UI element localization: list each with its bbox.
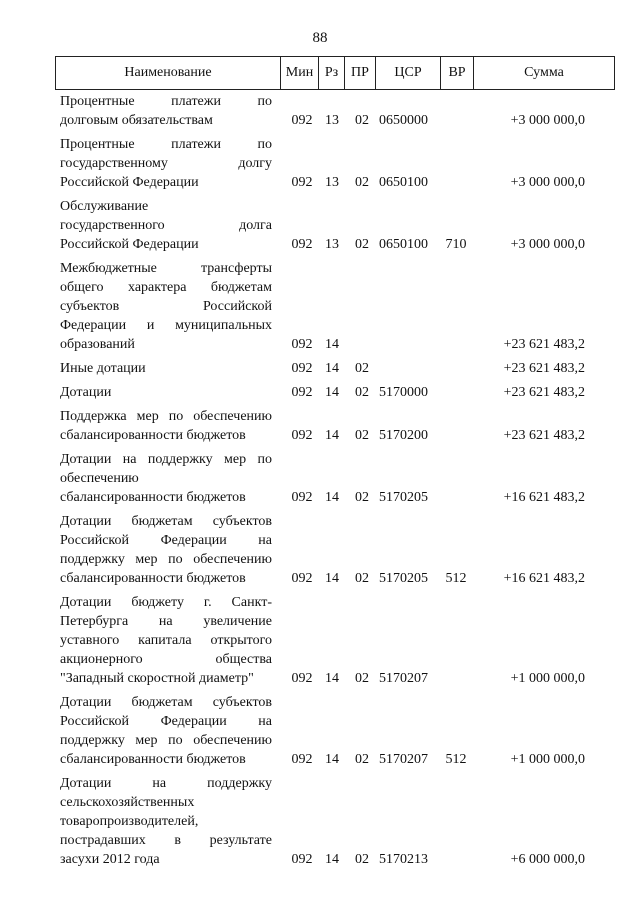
row-name-line: сельскохозяйственных bbox=[60, 795, 195, 810]
row-sum: +1 000 000,0 bbox=[510, 752, 585, 767]
row-pr: 02 bbox=[355, 571, 369, 586]
row-pr: 02 bbox=[355, 361, 369, 376]
row-sum: +1 000 000,0 bbox=[510, 671, 585, 686]
table-row bbox=[0, 693, 640, 774]
row-name-line: государственного долга bbox=[60, 218, 272, 233]
row-min: 092 bbox=[291, 337, 313, 352]
table-row bbox=[0, 383, 640, 407]
row-pr: 02 bbox=[355, 852, 369, 867]
row-name bbox=[60, 383, 272, 402]
row-csr: 0650100 bbox=[379, 175, 428, 190]
row-name-line: Дотации бюджетам субъектов bbox=[60, 695, 272, 710]
row-name bbox=[60, 407, 272, 445]
row-pr: 02 bbox=[355, 428, 369, 443]
header-csr: ЦСР bbox=[375, 57, 440, 89]
row-csr: 5170205 bbox=[379, 490, 428, 505]
row-name bbox=[60, 512, 272, 588]
row-rz: 13 bbox=[325, 175, 339, 190]
row-name-line: Межбюджетные трансферты bbox=[60, 261, 272, 276]
row-name-line: Российской Федерации bbox=[60, 175, 199, 190]
row-name-line: "Западный скоростной диаметр" bbox=[60, 671, 254, 686]
row-pr: 02 bbox=[355, 175, 369, 190]
table-row bbox=[0, 359, 640, 383]
row-rz: 13 bbox=[325, 237, 339, 252]
row-name bbox=[60, 135, 272, 192]
row-name bbox=[60, 693, 272, 769]
row-min: 092 bbox=[291, 571, 313, 586]
row-min: 092 bbox=[291, 490, 313, 505]
row-vr: 512 bbox=[445, 752, 467, 767]
row-csr: 0650100 bbox=[379, 237, 428, 252]
row-rz: 14 bbox=[325, 337, 339, 352]
row-name-line: субъектов Российской bbox=[60, 299, 272, 314]
row-name-line: Дотации на поддержку bbox=[60, 776, 272, 791]
row-rz: 14 bbox=[325, 852, 339, 867]
row-pr: 02 bbox=[355, 490, 369, 505]
row-name-line: пострадавших в результате bbox=[60, 833, 272, 848]
row-name-line: сбалансированности бюджетов bbox=[60, 571, 246, 586]
row-name-line: Дотации бюджетам субъектов bbox=[60, 514, 272, 529]
row-name-line: акционерного общества bbox=[60, 652, 272, 667]
row-name-line: Дотации на поддержку мер по bbox=[60, 452, 272, 467]
row-name-line: общего характера бюджетам bbox=[60, 280, 272, 295]
row-name-line: сбалансированности бюджетов bbox=[60, 428, 246, 443]
row-vr: 710 bbox=[445, 237, 467, 252]
table-row bbox=[0, 92, 640, 135]
header-name: Наименование bbox=[124, 65, 212, 80]
row-name-line: уставного капитала открытого bbox=[60, 633, 272, 648]
row-sum: +23 621 483,2 bbox=[503, 361, 585, 376]
row-rz: 14 bbox=[325, 361, 339, 376]
row-name-line: обеспечению bbox=[60, 471, 139, 486]
row-name-line: образований bbox=[60, 337, 135, 352]
row-csr: 5170000 bbox=[379, 385, 428, 400]
row-min: 092 bbox=[291, 852, 313, 867]
row-name-line: сбалансированности бюджетов bbox=[60, 490, 246, 505]
row-name bbox=[60, 359, 272, 378]
row-name-line: Российской Федерации на bbox=[60, 714, 272, 729]
table-header bbox=[55, 56, 615, 90]
row-name-line: Процентные платежи по bbox=[60, 137, 272, 152]
row-name bbox=[60, 450, 272, 507]
row-min: 092 bbox=[291, 361, 313, 376]
row-name-line: Российской Федерации на bbox=[60, 533, 272, 548]
row-sum: +6 000 000,0 bbox=[510, 852, 585, 867]
row-sum: +3 000 000,0 bbox=[510, 237, 585, 252]
row-name bbox=[60, 197, 272, 254]
row-pr: 02 bbox=[355, 671, 369, 686]
row-sum: +3 000 000,0 bbox=[510, 113, 585, 128]
row-min: 092 bbox=[291, 237, 313, 252]
row-name-line: сбалансированности бюджетов bbox=[60, 752, 246, 767]
table-row bbox=[0, 259, 640, 359]
row-rz: 13 bbox=[325, 113, 339, 128]
row-csr: 5170207 bbox=[379, 671, 428, 686]
row-min: 092 bbox=[291, 385, 313, 400]
header-sum: Сумма bbox=[473, 57, 614, 89]
row-rz: 14 bbox=[325, 752, 339, 767]
row-name-line: Процентные платежи по bbox=[60, 94, 272, 109]
row-vr: 512 bbox=[445, 571, 467, 586]
table-row bbox=[0, 407, 640, 450]
row-name-line: Обслуживание bbox=[60, 199, 149, 214]
row-name bbox=[60, 92, 272, 130]
page-number: 88 bbox=[312, 30, 328, 46]
header-vr: ВР bbox=[440, 57, 473, 89]
header-min: Мин bbox=[280, 57, 318, 89]
row-csr: 5170213 bbox=[379, 852, 428, 867]
row-name-line: Поддержка мер по обеспечению bbox=[60, 409, 272, 424]
row-rz: 14 bbox=[325, 385, 339, 400]
row-name bbox=[60, 774, 272, 869]
table-row bbox=[0, 135, 640, 197]
row-rz: 14 bbox=[325, 428, 339, 443]
row-min: 092 bbox=[291, 175, 313, 190]
row-name bbox=[60, 259, 272, 354]
row-min: 092 bbox=[291, 752, 313, 767]
row-name-line: Российской Федерации bbox=[60, 237, 199, 252]
table-row bbox=[0, 450, 640, 512]
row-name-line: Дотации бюджету г. Санкт- bbox=[60, 595, 272, 610]
row-name-line: поддержку мер по обеспечению bbox=[60, 552, 272, 567]
row-sum: +16 621 483,2 bbox=[503, 571, 585, 586]
row-name-line: поддержку мер по обеспечению bbox=[60, 733, 272, 748]
row-name bbox=[60, 593, 272, 688]
row-csr: 5170205 bbox=[379, 571, 428, 586]
table-row bbox=[0, 512, 640, 593]
row-name-line: государственному долгу bbox=[60, 156, 272, 171]
row-sum: +3 000 000,0 bbox=[510, 175, 585, 190]
row-csr: 0650000 bbox=[379, 113, 428, 128]
row-csr: 5170200 bbox=[379, 428, 428, 443]
table-row bbox=[0, 197, 640, 259]
row-name-line: долговым обязательствам bbox=[60, 113, 213, 128]
row-name-line: Дотации bbox=[60, 385, 112, 400]
row-sum: +23 621 483,2 bbox=[503, 337, 585, 352]
row-name-line: Петербурга на увеличение bbox=[60, 614, 272, 629]
header-rz: Рз bbox=[318, 57, 344, 89]
row-sum: +23 621 483,2 bbox=[503, 428, 585, 443]
table-body bbox=[0, 92, 640, 874]
row-rz: 14 bbox=[325, 490, 339, 505]
row-pr: 02 bbox=[355, 385, 369, 400]
row-pr: 02 bbox=[355, 237, 369, 252]
row-name-line: товаропроизводителей, bbox=[60, 814, 199, 829]
row-pr: 02 bbox=[355, 752, 369, 767]
row-sum: +16 621 483,2 bbox=[503, 490, 585, 505]
row-rz: 14 bbox=[325, 571, 339, 586]
row-name-line: Иные дотации bbox=[60, 361, 146, 376]
row-min: 092 bbox=[291, 428, 313, 443]
header-pr: ПР bbox=[344, 57, 375, 89]
row-min: 092 bbox=[291, 113, 313, 128]
row-name-line: Федерации и муниципальных bbox=[60, 318, 272, 333]
row-min: 092 bbox=[291, 671, 313, 686]
table-row bbox=[0, 774, 640, 874]
row-csr: 5170207 bbox=[379, 752, 428, 767]
row-sum: +23 621 483,2 bbox=[503, 385, 585, 400]
table-row bbox=[0, 593, 640, 693]
row-name-line: засухи 2012 года bbox=[60, 852, 160, 867]
row-rz: 14 bbox=[325, 671, 339, 686]
row-pr: 02 bbox=[355, 113, 369, 128]
